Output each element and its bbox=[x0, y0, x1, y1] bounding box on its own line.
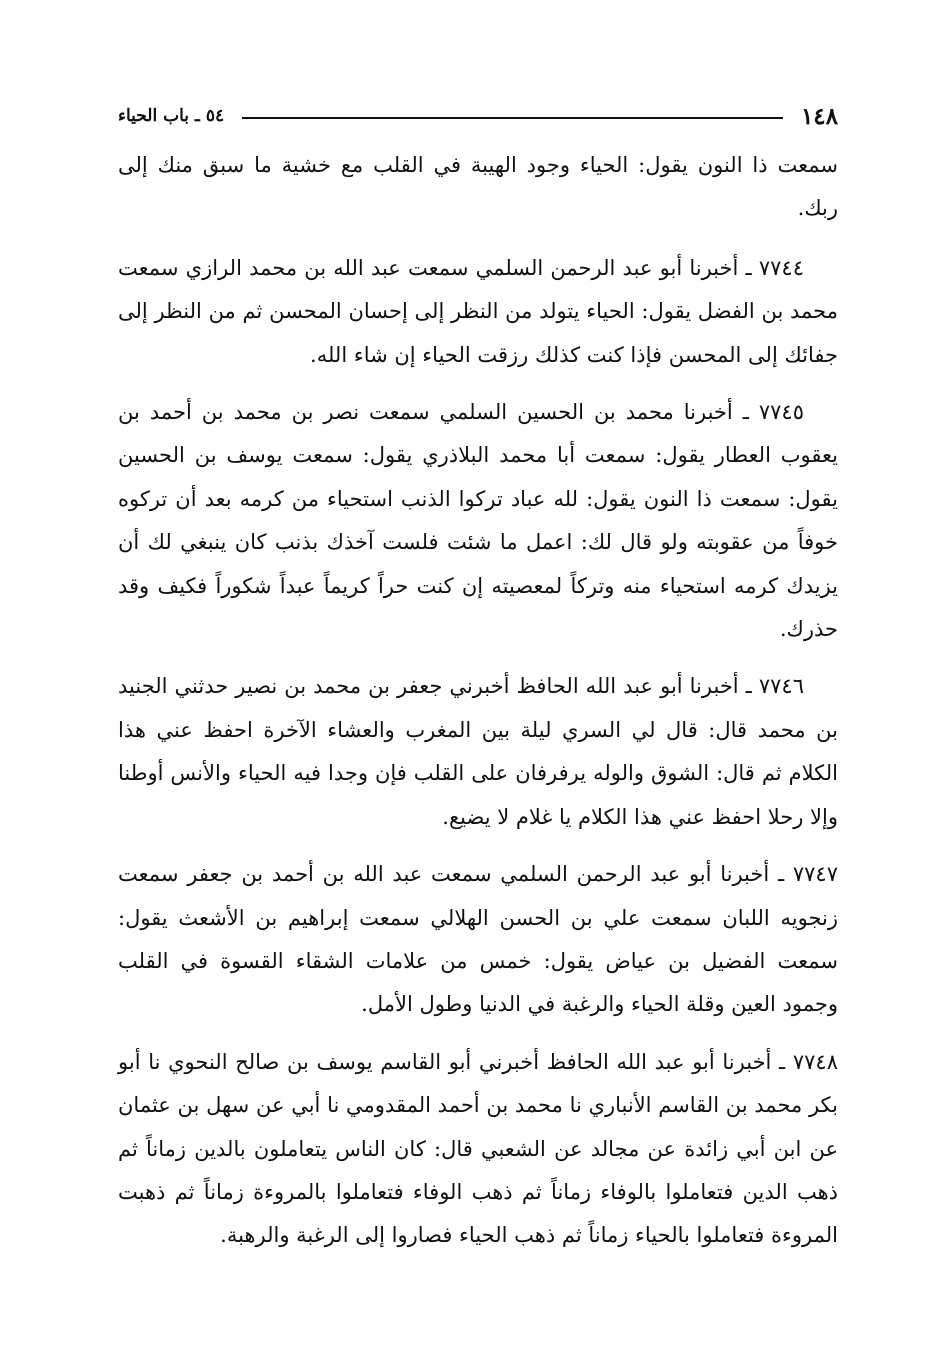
hadith-7748: ٧٧٤٨ ـ أخبرنا أبو عبد الله الحافظ أخبرني أبو القاسم يوسف بن صالح النحوي نا أبو بكر محمد بن القاسم الأنباري نا محمد بن أحمد المقدومي نا أبي عن سهل بن عثمان عن ابن أبي زائدة عن مجالد عن الشعبي قال: كان الناس يتعاملون بالدين زماناً ثم ذهب الدين فتعاملوا بالوفاء زماناً ثم ذهب الوفاء فتعاملوا بالمروءة زماناً ثم ذهبت المروءة فتعاملوا بالحياء زماناً ثم ذهب الحياء فصاروا إلى الرغبة والرهبة. bbox=[118, 1049, 838, 1248]
hadith-7745: ٧٧٤٥ ـ أخبرنا محمد بن الحسين السلمي سمعت نصر بن محمد بن أحمد بن يعقوب العطار يقول: سمعت أبا محمد البلاذري يقول: سمعت يوسف بن الحسين يقول: سمعت ذا النون يقول: لله عباد تركوا الذنب استحياء من كرمه بعد أن تركوه خوفاً من عقوبته ولو قال لك: اعمل ما شئت فلست آخذك بذنب كان ينبغي لك أن يزيدك كرمه استحياء منه وتركاً لمعصيته إن كنت حراً كريماً عبداً شكوراً فكيف وقد حذرك. bbox=[118, 400, 838, 642]
paragraph-continuation: سمعت ذا النون يقول: الحياء وجود الهيبة في القلب مع خشية ما سبق منك إلى ربك. bbox=[118, 153, 838, 221]
hadith-7744: ٧٧٤٤ ـ أخبرنا أبو عبد الرحمن السلمي سمعت عبد الله بن محمد الرازي سمعت محمد بن الفضل يقول: الحياء يتولد من النظر إلى إحسان المحسن ثم من النظر إلى جفائك إلى المحسن فإذا كنت كذلك رزقت الحياء إن شاء الله. bbox=[118, 255, 838, 367]
header-rule bbox=[242, 117, 783, 119]
page-number: ١٤٨ bbox=[800, 102, 838, 130]
hadith-7747: ٧٧٤٧ ـ أخبرنا أبو عبد الرحمن السلمي سمعت عبد الله بن أحمد بن جعفر سمعت زنجويه اللبان سمعت علي بن الحسن الهلالي سمعت إبراهيم بن الأشعث يقول: سمعت الفضيل بن عياض يقول: خمس من علامات الشقاء القسوة في القلب وجمود العين وقلة الحياء والرغبة في الدنيا وطول الأمل. bbox=[118, 862, 838, 1017]
hadith-7746: ٧٧٤٦ ـ أخبرنا أبو عبد الله الحافظ أخبرني جعفر بن محمد بن نصير حدثني الجنيد بن محمد قال: قال لي السري ليلة بين المغرب والعشاء الآخرة احفظ عني هذا الكلام ثم قال: الشوق والوله يرفرفان على القلب فإن وجدا فيه الحياء والأنس أوطنا وإلا رحلا احفظ عني هذا الكلام يا غلام لا يضيع. bbox=[118, 674, 838, 829]
running-header bbox=[118, 96, 838, 136]
book-page bbox=[118, 96, 838, 1336]
chapter-title: ٥٤ ـ باب الحياء bbox=[118, 106, 225, 126]
body-text bbox=[118, 144, 838, 1258]
